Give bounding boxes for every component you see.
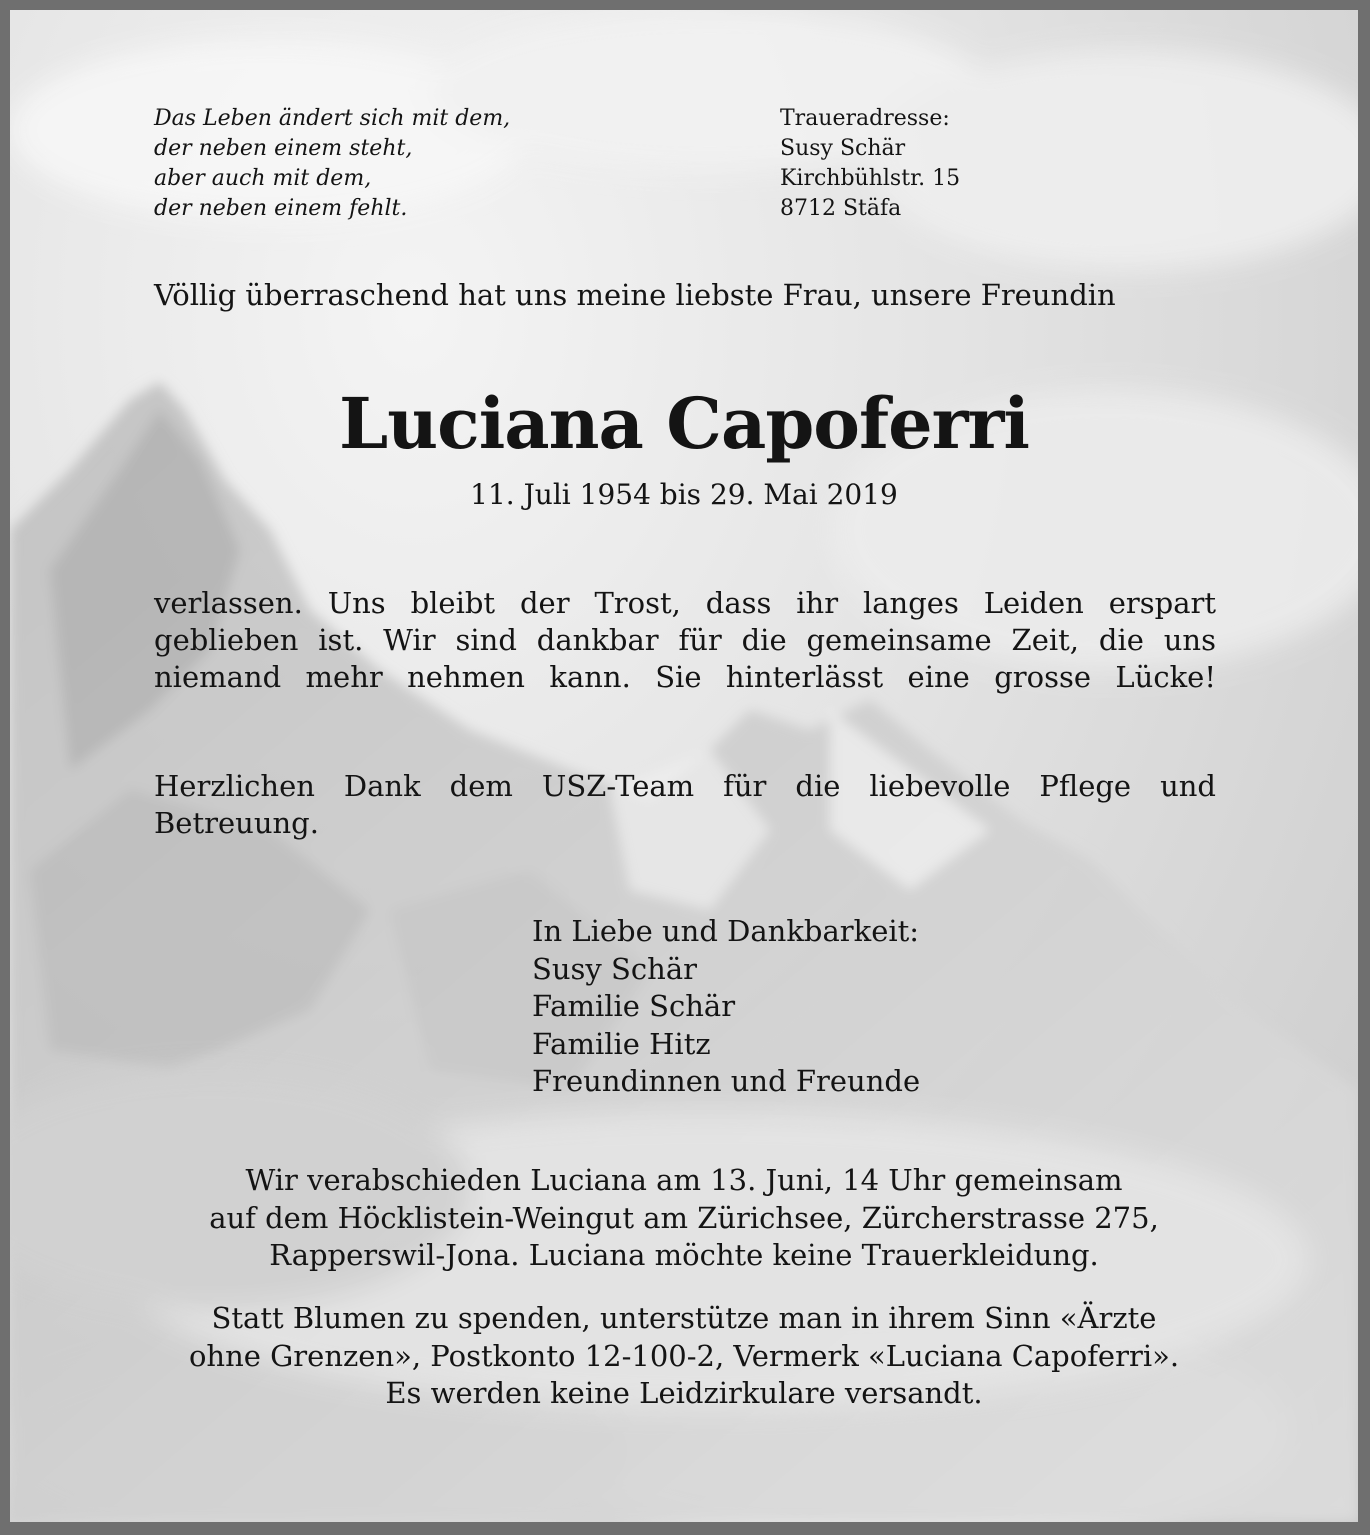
signature-entry: Susy Schär [532,951,697,986]
donation-line: Statt Blumen zu spenden, unterstütze man in ihrem Sinn «Ärzte [211,1301,1157,1335]
paragraph-line: niemand mehr nehmen kann. Sie hinterlässt eine grosse Lücke! [154,660,1216,694]
paragraph-line: Betreuung. [154,806,319,840]
obituary-notice [10,10,1358,1522]
paragraph-line: geblieben ist. Wir sind dankbar für die gemeinsame Zeit, die uns [154,623,1216,657]
donation-note [10,1300,1358,1413]
signature-entry: Freundinnen und Freunde [532,1064,921,1098]
paragraph-thanks [154,768,1216,842]
motto-line: der neben einem fehlt. [154,196,408,221]
motto-quote [154,104,510,224]
address-name: Susy Schär [780,136,906,161]
notice-content [10,10,1358,1522]
address-street: Kirchbühlstr. 15 [780,166,961,191]
motto-line: Das Leben ändert sich mit dem, [154,106,511,131]
service-line: Wir verabschieden Luciana am 13. Juni, 14 Uhr gemeinsam [245,1163,1123,1197]
signatures [532,913,920,1101]
service-announcement [10,1162,1358,1275]
service-line: auf dem Höcklistein-Weingut am Zürichsee, Zürcherstrasse 275, [209,1200,1159,1235]
signature-heading: In Liebe und Dankbarkeit: [532,914,920,948]
signature-entry: Familie Hitz [532,1026,711,1061]
donation-line: Es werden keine Leidzirkulare versandt. [385,1376,983,1410]
paragraph-farewell [154,585,1216,696]
motto-line: aber auch mit dem, [154,166,372,191]
paragraph-line: verlassen. Uns bleibt der Trost, dass ihr langes Leiden erspart [154,586,1216,620]
address-city: 8712 Stäfa [780,196,902,221]
service-line: Rapperswil-Jona. Luciana möchte keine Trauerkleidung. [269,1238,1099,1272]
paragraph-line: Herzlichen Dank dem USZ-Team für die liebevolle Pflege und [154,769,1216,803]
intro-sentence: Völlig überraschend hat uns meine liebste Frau, unsere Freundin [154,278,1116,312]
address-heading: Traueradresse: [780,106,950,131]
donation-line: ohne Grenzen», Postkonto 12-100-2, Vermerk «Luciana Capoferri». [188,1338,1180,1373]
life-dates: 11. Juli 1954 bis 29. Mai 2019 [470,478,898,511]
mourning-address [780,104,960,224]
signature-entry: Familie Schär [532,989,736,1023]
deceased-name: Luciana Capoferri [338,382,1029,465]
motto-line: der neben einem steht, [154,136,413,161]
